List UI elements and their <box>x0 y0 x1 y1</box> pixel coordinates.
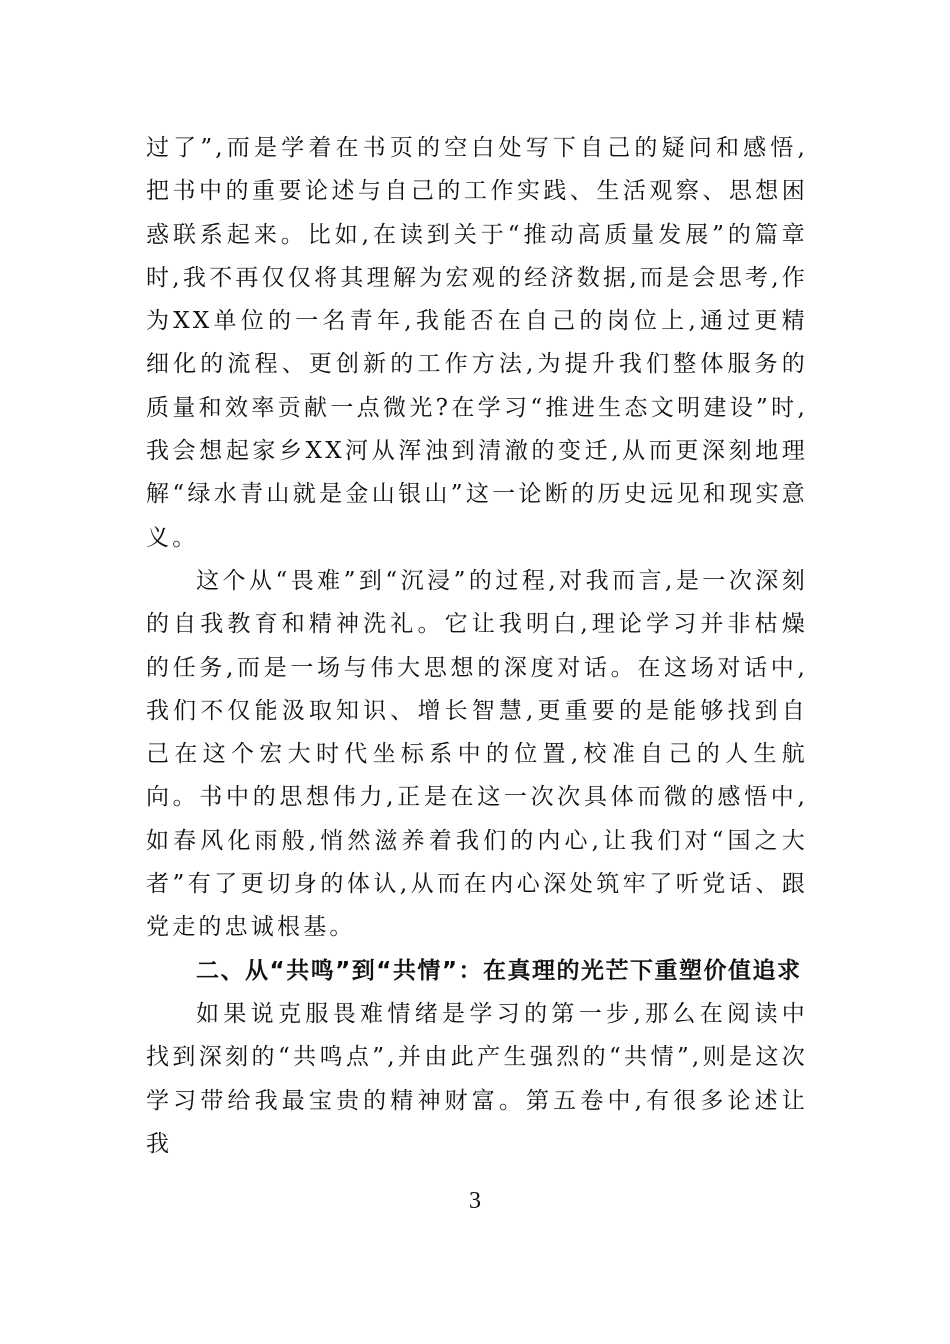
page-number: 3 <box>469 1188 481 1214</box>
section-heading: 二、从“共鸣”到“共情”：在真理的光芒下重塑价值追求 <box>196 957 802 984</box>
paragraph-continued: 过了”,而是学着在书页的空白处写下自己的疑问和感悟,把书中的重要论述与自己的工作实践、生活观察、思想困惑联系起来。比如,在读到关于“推动高质量发展”的篇章时,我不再仅仅将其理解为宏观的经济数据,而是会思考,作为XX单位的一名青年,我能否在自己的岗位上,通过更精细化的流程、更创新的工作方法,为提升我们整体服务的质量和效率贡献一点微光?在学习“推进生态文明建设”时,我会想起家乡XX河从浑浊到清澈的变迁,从而更深刻地理解“绿水青山就是金山银山”这一论断的历史远见和现实意义。 <box>146 135 808 551</box>
paragraph-resonance: 如果说克服畏难情绪是学习的第一步,那么在阅读中找到深刻的“共鸣点”,并由此产生强烈的“共情”,则是这次学习带给我最宝贵的精神财富。第五卷中,有很多论述让我 <box>146 1000 808 1157</box>
paragraph-immersion: 这个从“畏难”到“沉浸”的过程,对我而言,是一次深刻的自我教育和精神洗礼。它让我明白,理论学习并非枯燥的任务,而是一场与伟大思想的深度对话。在这场对话中,我们不仅能汲取知识、增长智慧,更重要的是能够找到自己在这个宏大时代坐标系中的位置,校准自己的人生航向。书中的思想伟力,正是在这一次次具体而微的感悟中,如春风化雨般,悄然滋养着我们的内心,让我们对“国之大者”有了更切身的体认,从而在内心深处筑牢了听党话、跟党走的忠诚根基。 <box>146 567 808 941</box>
page-body <box>146 127 808 1166</box>
